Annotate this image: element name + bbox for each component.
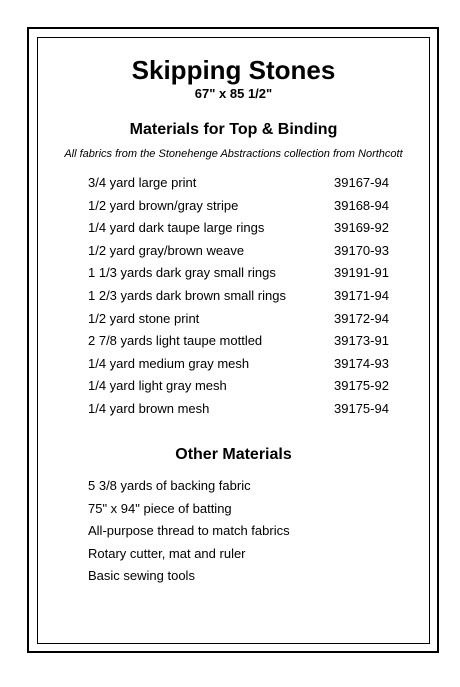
fabric-code: 39172-94	[334, 310, 389, 326]
fabric-code: 39175-94	[334, 400, 389, 416]
fabric-description: 1/4 yard medium gray mesh	[88, 355, 250, 371]
fabric-description: 1/4 yard light gray mesh	[88, 378, 227, 394]
fabric-row	[88, 218, 400, 241]
fabric-row	[88, 376, 400, 399]
fabric-list	[88, 173, 400, 422]
fabric-description: 1/4 yard brown mesh	[88, 400, 210, 416]
fabric-row	[88, 263, 400, 286]
fabric-code: 39175-92	[334, 378, 389, 394]
other-materials-heading: Other Materials	[175, 446, 292, 463]
list-item: 75" x 94" piece of batting	[88, 500, 232, 516]
fabric-description: 1 2/3 yards dark brown small rings	[88, 287, 286, 303]
fabric-description: 3/4 yard large print	[88, 175, 197, 190]
fabric-code: 39173-91	[334, 333, 389, 349]
other-materials-list	[88, 476, 400, 589]
fabric-description: 1/2 yard gray/brown weave	[88, 242, 245, 258]
fabric-code: 39174-93	[334, 355, 389, 371]
fabric-description: 1 1/3 yards dark gray small rings	[88, 265, 276, 281]
fabric-row	[88, 241, 400, 264]
fabric-row	[88, 354, 400, 377]
materials-heading: Materials for Top & Binding	[129, 121, 338, 138]
fabric-row	[88, 286, 400, 309]
fabric-code: 39171-94	[334, 287, 389, 303]
fabric-row	[88, 399, 400, 422]
fabric-row	[88, 173, 400, 196]
fabric-code: 39170-93	[334, 242, 389, 258]
fabric-code: 39167-94	[334, 175, 389, 190]
fabric-collection-note: All fabrics from the Stonehenge Abstractions collection from Northcott	[64, 148, 403, 160]
fabric-row	[88, 331, 400, 354]
fabric-row	[88, 309, 400, 332]
list-item: All-purpose thread to match fabrics	[88, 523, 290, 539]
fabric-code: 39169-92	[334, 220, 389, 236]
fabric-description: 1/2 yard brown/gray stripe	[88, 197, 239, 213]
fabric-row	[88, 196, 400, 219]
pattern-size: 67" x 85 1/2"	[194, 86, 273, 101]
fabric-description: 2 7/8 yards light taupe mottled	[88, 333, 263, 349]
fabric-description: 1/4 yard dark taupe large rings	[88, 220, 265, 236]
fabric-code: 39168-94	[334, 197, 389, 213]
pattern-title: Skipping Stones	[131, 55, 336, 85]
fabric-code: 39191-91	[334, 265, 389, 281]
list-item: Basic sewing tools	[88, 568, 195, 584]
list-item: Rotary cutter, mat and ruler	[88, 545, 246, 561]
fabric-description: 1/2 yard stone print	[88, 310, 200, 326]
list-item: 5 3/8 yards of backing fabric	[88, 478, 251, 493]
